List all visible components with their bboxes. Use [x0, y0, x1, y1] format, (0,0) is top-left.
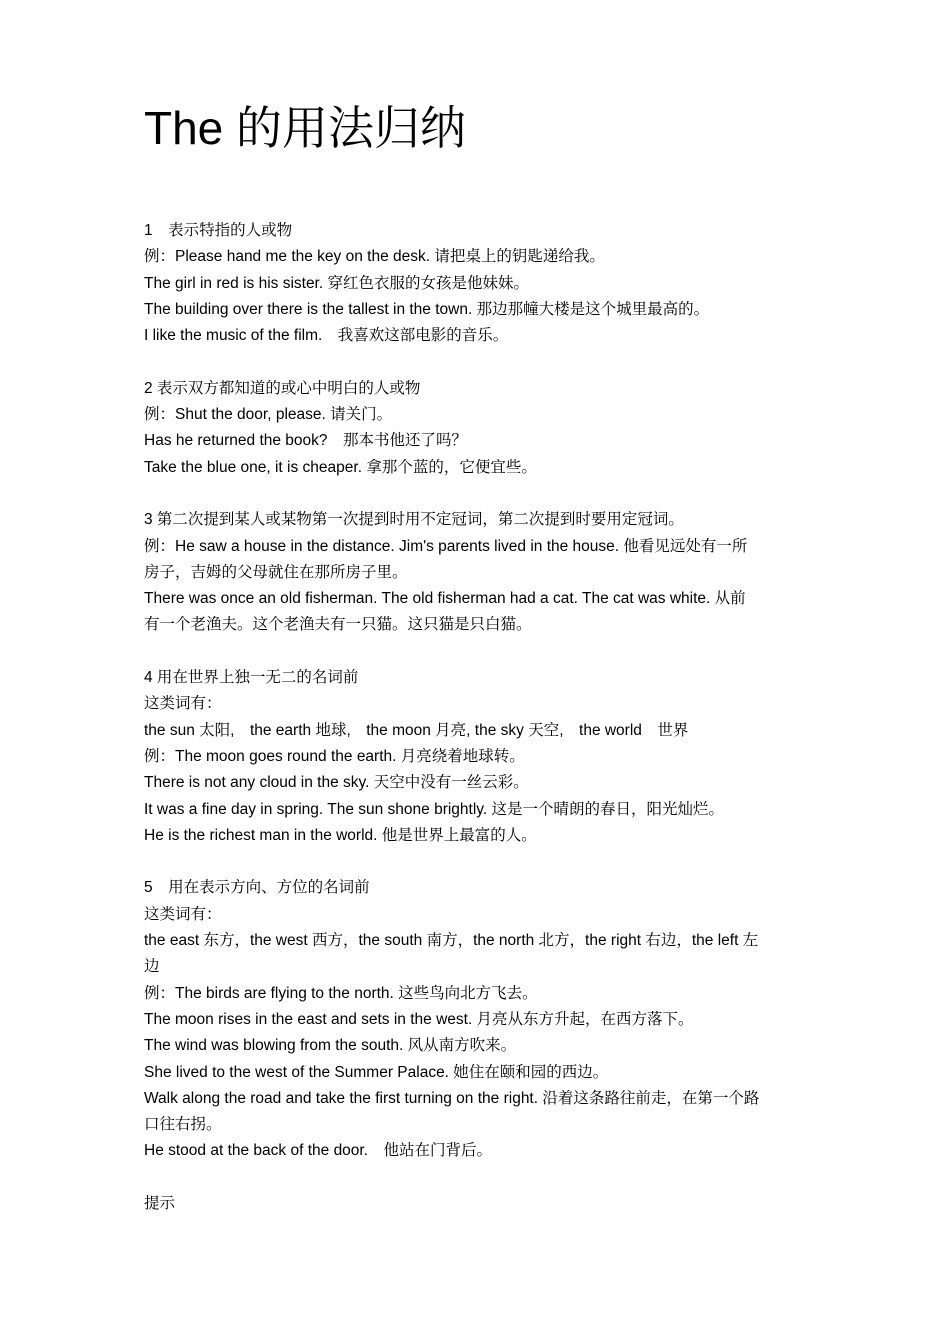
- text-line: 有一个老渔夫。这个老渔夫有一只猫。这只猫是只白猫。: [144, 616, 532, 634]
- section-heading: 2 表示双方都知道的或心中明白的人或物: [144, 379, 421, 397]
- text-line: 例：He saw a house in the distance. Jim's parents lived in the house. 他看见远处有一所: [144, 537, 748, 555]
- paragraph-gap: [144, 849, 816, 875]
- text-line: It was a fine day in spring. The sun shone brightly. 这是一个晴朗的春日，阳光灿烂。: [144, 800, 725, 818]
- text-line: Take the blue one, it is cheaper. 拿那个蓝的，它便宜些。: [144, 458, 537, 476]
- section-heading: 3 第二次提到某人或某物第一次提到时用不定冠词，第二次提到时要用定冠词。: [144, 511, 684, 529]
- section-heading: 4 用在世界上独一无二的名词前: [144, 669, 359, 687]
- text-line: There was once an old fisherman. The old fisherman had a cat. The cat was white. 从前: [144, 590, 746, 608]
- text-line: 例：The birds are flying to the north. 这些鸟向北方飞去。: [144, 984, 538, 1002]
- text-line: The building over there is the tallest in the town. 那边那幢大楼是这个城里最高的。: [144, 300, 710, 318]
- section-heading: 提示: [144, 1194, 176, 1212]
- text-line: Has he returned the book? 那本书他还了吗？: [144, 432, 468, 450]
- text-line: The girl in red is his sister. 穿红色衣服的女孩是他妹妹。: [144, 274, 529, 292]
- text-line: I like the music of the film. 我喜欢这部电影的音乐。: [144, 327, 509, 345]
- text-line: There is not any cloud in the sky. 天空中没有一丝云彩。: [144, 774, 529, 792]
- section-3: [144, 507, 816, 638]
- section-5: [144, 875, 816, 1164]
- paragraph-gap: [144, 639, 816, 665]
- page-title: The 的用法归纳: [144, 102, 467, 154]
- text-line: He stood at the back of the door. 他站在门背后。: [144, 1142, 493, 1160]
- section-2: [144, 376, 816, 481]
- text-line: 例：Shut the door, please. 请关门。: [144, 406, 393, 424]
- section-heading: 1 表示特指的人或物: [144, 222, 293, 239]
- text-line: 房子，吉姆的父母就住在那所房子里。: [144, 563, 408, 581]
- paragraph-gap: [144, 1165, 816, 1191]
- paragraph-gap: [144, 349, 816, 375]
- text-line: the east 东方，the west 西方，the south 南方，the north 北方，the right 右边，the left 左: [144, 932, 759, 950]
- text-line: 这类词有：: [144, 905, 222, 923]
- text-line: the sun 太阳, the earth 地球, the moon 月亮, the sky 天空, the world 世界: [144, 721, 689, 739]
- section-1: [144, 218, 816, 349]
- section-6: [144, 1191, 816, 1217]
- text-line: Walk along the road and take the first turning on the right. 沿着这条路往前走，在第一个路: [144, 1089, 760, 1107]
- text-line: 例：The moon goes round the earth. 月亮绕着地球转。: [144, 747, 525, 765]
- text-line: The wind was blowing from the south. 风从南方吹来。: [144, 1037, 517, 1055]
- section-4: [144, 665, 816, 849]
- text-line: 例：Please hand me the key on the desk. 请把桌上的钥匙递给我。: [144, 248, 605, 266]
- text-line: She lived to the west of the Summer Palace. 她住在颐和园的西边。: [144, 1063, 609, 1081]
- text-line: He is the richest man in the world. 他是世界上最富的人。: [144, 826, 537, 844]
- section-heading: 5 用在表示方向、方位的名词前: [144, 879, 370, 897]
- document-body: [144, 218, 816, 1217]
- text-line: 口往右拐。: [144, 1116, 222, 1134]
- text-line: The moon rises in the east and sets in the west. 月亮从东方升起，在西方落下。: [144, 1010, 694, 1028]
- text-line: 边: [144, 958, 160, 976]
- text-line: 这类词有：: [144, 695, 222, 713]
- paragraph-gap: [144, 481, 816, 507]
